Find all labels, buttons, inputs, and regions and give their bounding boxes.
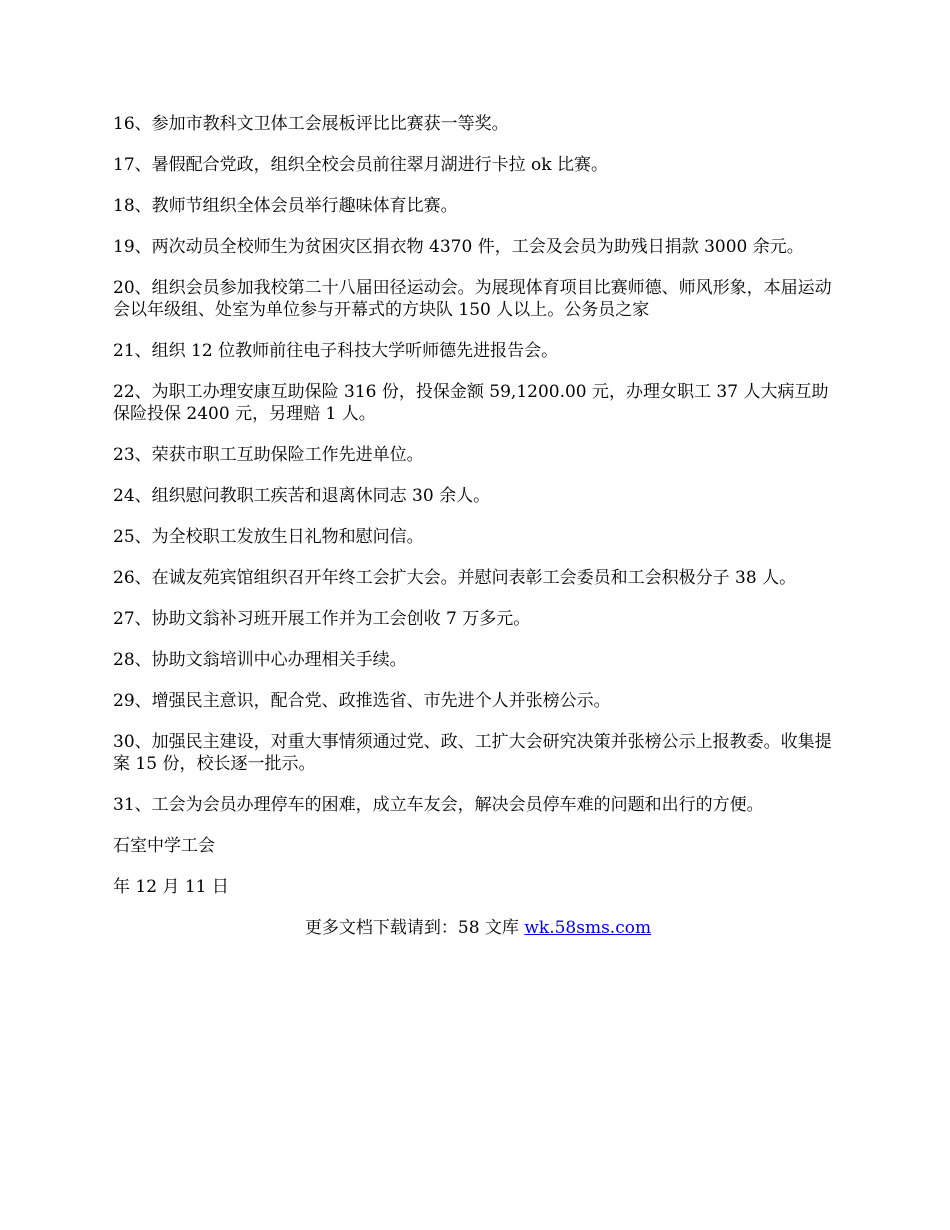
list-item: 25、为全校职工发放生日礼物和慰问信。 <box>113 527 424 547</box>
list-item: 31、工会为会员办理停车的困难，成立车友会，解决会员停车难的问题和出行的方便。 <box>113 795 764 815</box>
list-item: 30、加强民主建设，对重大事情须通过党、政、工扩大会研究决策并张榜公示上报教委。收集提案 15 份，校长逐一批示。 <box>113 732 832 774</box>
list-item: 19、两次动员全校师生为贫困灾区捐衣物 4370 件，工会及会员为助残日捐款 3000 余元。 <box>113 237 804 257</box>
list-item: 28、协助文翁培训中心办理相关手续。 <box>113 650 407 670</box>
list-item: 29、增强民主意识，配合党、政推选省、市先进个人并张榜公示。 <box>113 691 611 711</box>
document-page <box>113 113 843 939</box>
list-item: 21、组织 12 位教师前往电子科技大学听师德先进报告会。 <box>113 341 559 361</box>
signature: 石室中学工会 <box>113 836 215 856</box>
list-item: 26、在诚友苑宾馆组织召开年终工会扩大会。并慰问表彰工会委员和工会积极分子 38 人。 <box>113 568 797 588</box>
list-item: 16、参加市教科文卫体工会展板评比比赛获一等奖。 <box>113 114 509 134</box>
date: 年 12 月 11 日 <box>113 877 229 897</box>
list-item: 24、组织慰问教职工疾苦和退离休同志 30 余人。 <box>113 486 491 506</box>
list-item: 22、为职工办理安康互助保险 316 份，投保金额 59,1200.00 元，办理女职工 37 人大病互助保险投保 2400 元，另理赔 1 人。 <box>113 382 829 424</box>
download-link[interactable]: wk.58sms.com <box>524 918 652 938</box>
list-item: 27、协助文翁补习班开展工作并为工会创收 7 万多元。 <box>113 609 531 629</box>
list-item: 23、荣获市职工互助保险工作先进单位。 <box>113 445 424 465</box>
list-item: 17、暑假配合党政，组织全校会员前往翠月湖进行卡拉 ok 比赛。 <box>113 155 608 175</box>
list-item: 20、组织会员参加我校第二十八届田径运动会。为展现体育项目比赛师德、师风形象，本届运动会以年级组、处室为单位参与开幕式的方块队 150 人以上。公务员之家 <box>113 278 832 320</box>
footer-text: 更多文档下载请到：58 文库 <box>304 918 525 938</box>
download-footer <box>113 917 843 939</box>
list-item: 18、教师节组织全体会员举行趣味体育比赛。 <box>113 196 458 216</box>
